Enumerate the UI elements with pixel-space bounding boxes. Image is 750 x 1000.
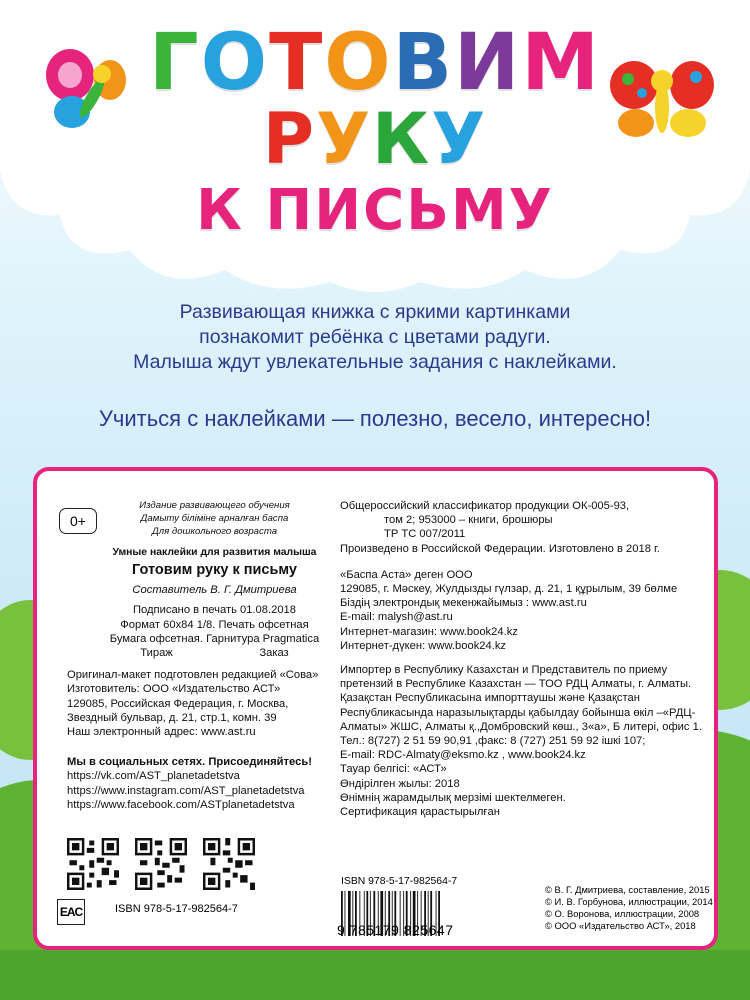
imprint-panel (33, 467, 718, 950)
title-letter: К (372, 98, 432, 180)
kz-line: Біздің электрондық мекенжайымыз : www.ast.ru (340, 597, 587, 610)
publisher-line: 129085, Российская Федерация, г. Москва, (67, 697, 289, 710)
title-letter: У (316, 98, 373, 180)
series-name: Умные наклейки для развития малыша (112, 547, 317, 558)
social-link-facebook[interactable]: https://www.facebook.com/ASTplanetadetstva (67, 798, 295, 811)
edition-line: Издание развивающего обучения (139, 500, 290, 511)
book-title: Готовим руку к письму (132, 562, 297, 579)
copyright-line: © О. Воронова, иллюстрации, 2008 (545, 908, 700, 919)
barcode-digits: 9 785179 825647 (337, 922, 454, 938)
social-heading: Мы в социальных сетях. Присоединяйтесь! (67, 756, 312, 769)
title-line-3: К ПИСЬМУ (196, 178, 554, 243)
title-letter: Г (149, 18, 201, 108)
publisher-line: Оригинал-макет подготовлен редакцией «Сова» (67, 669, 319, 682)
importer-line: Республикасында наразылықтарды қабылдау бойынша өкіл –«РДЦ- (340, 706, 696, 719)
importer-line: Өнімнің жарамдылық мерзімі шектелмеген. (340, 791, 566, 804)
importer-line: Тел.: 8(727) 2 51 59 90,91 ,факс: 8 (727) 251 59 92 ішкі 107; (340, 735, 646, 748)
eac-mark-icon: EAC (57, 899, 85, 925)
kz-line: E-mail: malysh@ast.ru (340, 611, 453, 624)
run-label: Тираж (140, 647, 173, 660)
importer-line: Қазақстан Республикасына импорттаушы және Қазақстан (340, 692, 640, 705)
importer-line: претензий в Республике Казахстан — ТОО РДЦ Алматы, г. Алматы. (340, 678, 692, 691)
qr-code-vk-icon[interactable] (67, 838, 119, 890)
compiler: Составитель В. Г. Дмитриева (132, 584, 297, 597)
importer-line: Импортер в Республику Казахстан и Представитель по приему (340, 664, 668, 677)
order-label: Заказ (259, 647, 289, 660)
classifier-line: том 2; 953000 – книги, брошюры (384, 514, 553, 527)
importer-line: Алматы» ЖШС, Алматы қ.,Домбровский көш., 3«а», Б литері, офис 1. (340, 720, 702, 733)
title-letter: М (521, 18, 601, 108)
title-letter: В (392, 18, 455, 108)
title-letter: Т (269, 18, 325, 108)
publisher-line: Звездный бульвар, д. 21, стр.1, комн. 39 (67, 711, 277, 724)
kz-line: Интернет-дүкен: www.book24.kz (340, 639, 507, 652)
social-link-instagram[interactable]: https://www.instagram.com/AST_planetadetstva (67, 784, 305, 797)
publisher-line: Наш электронный адрес: www.ast.ru (67, 726, 256, 739)
classifier-line: Произведено в Российской Федерации. Изготовлено в 2018 г. (340, 542, 660, 555)
copyright-line: © ООО «Издательство АСТ», 2018 (545, 920, 696, 931)
publisher-info (67, 668, 362, 739)
title-letter: У (431, 98, 488, 180)
title-letter: Р (262, 98, 317, 180)
title-letter: И (454, 18, 522, 108)
age-rating-badge: 0+ (59, 508, 97, 534)
description-line: Малыша ждут увлекательные задания с наклейками. (133, 351, 617, 373)
title-letter: О (324, 18, 393, 108)
print-spec-line: Подписано в печать 01.08.2018 (133, 604, 296, 617)
isbn-left: ISBN 978-5-17-982564-7 (115, 903, 238, 915)
copyright-block (545, 884, 720, 932)
book-description (0, 300, 750, 375)
edition-line: Для дошкольного возраста (151, 526, 278, 537)
publisher-line: Изготовитель: ООО «Издательство АСТ» (67, 683, 281, 696)
isbn-barcode-label: ISBN 978-5-17-982564-7 (341, 876, 458, 887)
qr-code-instagram-icon[interactable] (135, 838, 187, 890)
importer-line: Тауар белгісі: «АСТ» (340, 763, 447, 776)
importer-info (340, 663, 720, 819)
qr-code-facebook-icon[interactable] (203, 838, 255, 890)
copyright-line: © В. Г. Дмитриева, составление, 2015 (545, 884, 710, 895)
description-line: познакомит ребёнка с цветами радуги. (199, 326, 551, 348)
kz-line: Интернет-магазин: www.book24.kz (340, 625, 518, 638)
kz-info (340, 568, 720, 653)
description-line: Развивающая книжка с яркими картинками (179, 301, 571, 323)
title-line-1 (0, 18, 750, 108)
print-spec-line: Бумага офсетная. Гарнитура Pragmatica (109, 632, 320, 645)
imprint-left-column (67, 499, 362, 812)
kz-line: «Баспа Аста» деген ООО (340, 568, 473, 581)
importer-line: E-mail: RDC-Almaty@eksmo.kz , www.book24.kz (340, 749, 586, 762)
slogan: Учиться с наклейками — полезно, весело, интересно! (98, 406, 652, 431)
title-letter: О (200, 18, 270, 108)
social-link-vk[interactable]: https://vk.com/AST_planetadetstva (67, 770, 240, 783)
edition-line: Дамыту біліміне арналған баспа (140, 513, 289, 524)
importer-line: Сертификация қарастырылған (340, 806, 500, 819)
kz-line: 129085, г. Мәскеу, Жулдызды гүлзар, д. 21, 1 құрылым, 39 бөлме (340, 583, 678, 596)
classifier-line: ТР ТС 007/2011 (384, 528, 466, 541)
run-order-row (67, 646, 362, 660)
title-line-2 (0, 98, 750, 180)
copyright-line: © И. В. Горбунова, иллюстрации, 2014 (545, 896, 713, 907)
print-spec-line: Формат 60х84 1/8. Печать офсетная (120, 618, 309, 631)
imprint-right-column (340, 499, 720, 819)
importer-line: Өндірілген жылы: 2018 (340, 777, 460, 790)
classifier-line: Общероссийский классификатор продукции ОК-005-93, (340, 500, 630, 512)
